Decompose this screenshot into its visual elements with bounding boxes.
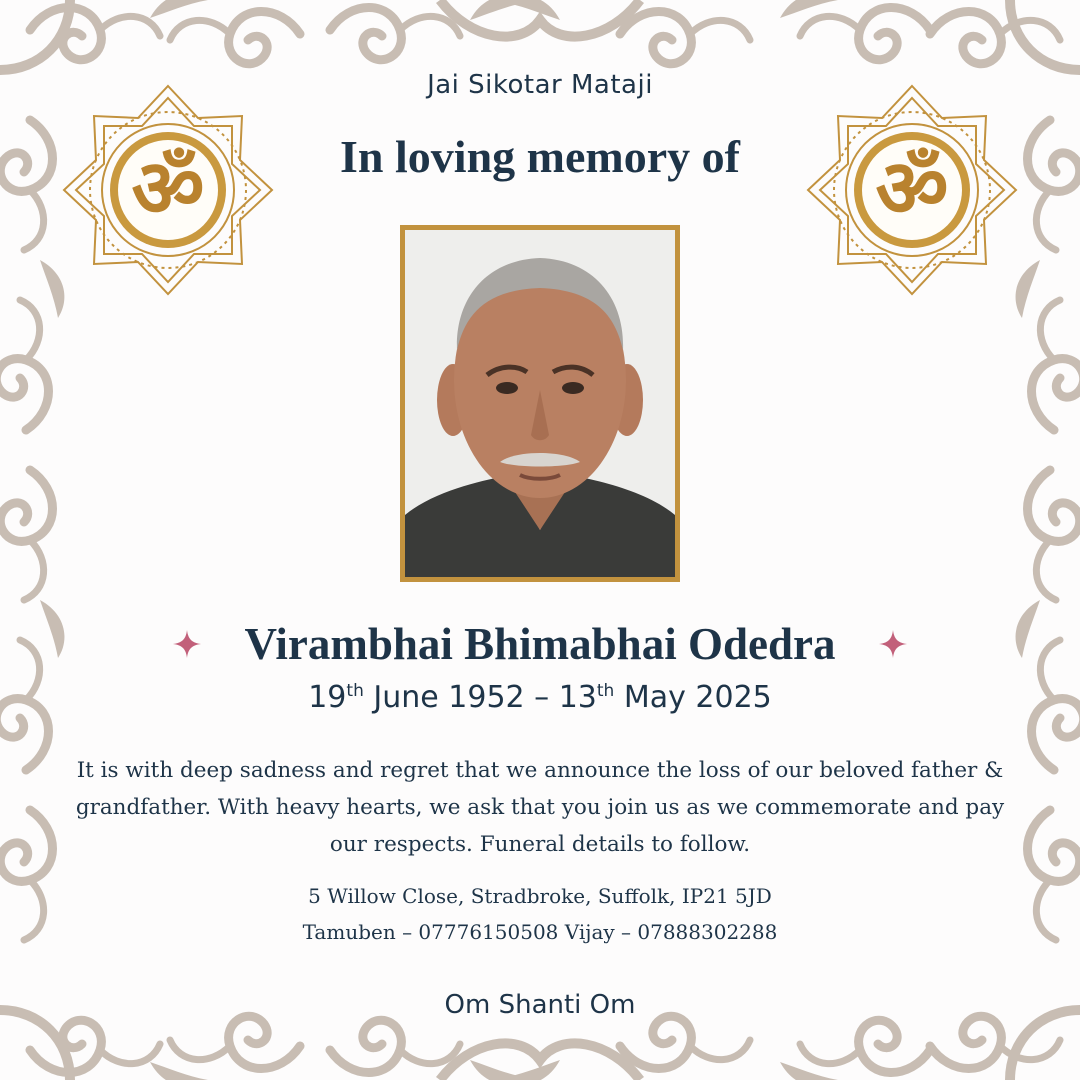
om-icon — [804, 82, 1020, 298]
name-row — [0, 618, 1080, 670]
svg-text:ॐ: ॐ — [875, 142, 949, 235]
address: 5 Willow Close, Stradbroke, Suffolk, IP21 5JD — [308, 884, 772, 908]
blessing-text: Jai Sikotar Mataji — [427, 70, 653, 100]
sparkle-icon — [173, 630, 201, 658]
announcement-message: It is with deep sadness and regret that we announce the loss of our beloved father & grandfather. With heavy hearts, we ask that you join us as we commemorate and pay our respects. Funeral details to follow. — [75, 758, 1005, 857]
contact-numbers: Tamuben – 07776150508 Vijay – 07888302288 — [302, 920, 778, 944]
om-icon — [60, 82, 276, 298]
birth-suffix: th — [346, 681, 364, 701]
death-rest: May 2025 — [614, 680, 772, 715]
deceased-name: Virambhai Bhimabhai Odedra — [244, 619, 836, 669]
closing-prayer: Om Shanti Om — [444, 990, 636, 1020]
page-title: In loving memory of — [340, 131, 740, 182]
sparkle-icon — [879, 630, 907, 658]
birth-day: 19 — [308, 680, 347, 715]
death-day: 13 — [558, 680, 597, 715]
portrait-photo — [400, 225, 680, 582]
birth-rest: June 1952 – — [363, 680, 559, 715]
life-dates — [0, 680, 1080, 715]
svg-text:ॐ: ॐ — [131, 142, 205, 235]
death-suffix: th — [596, 681, 615, 701]
